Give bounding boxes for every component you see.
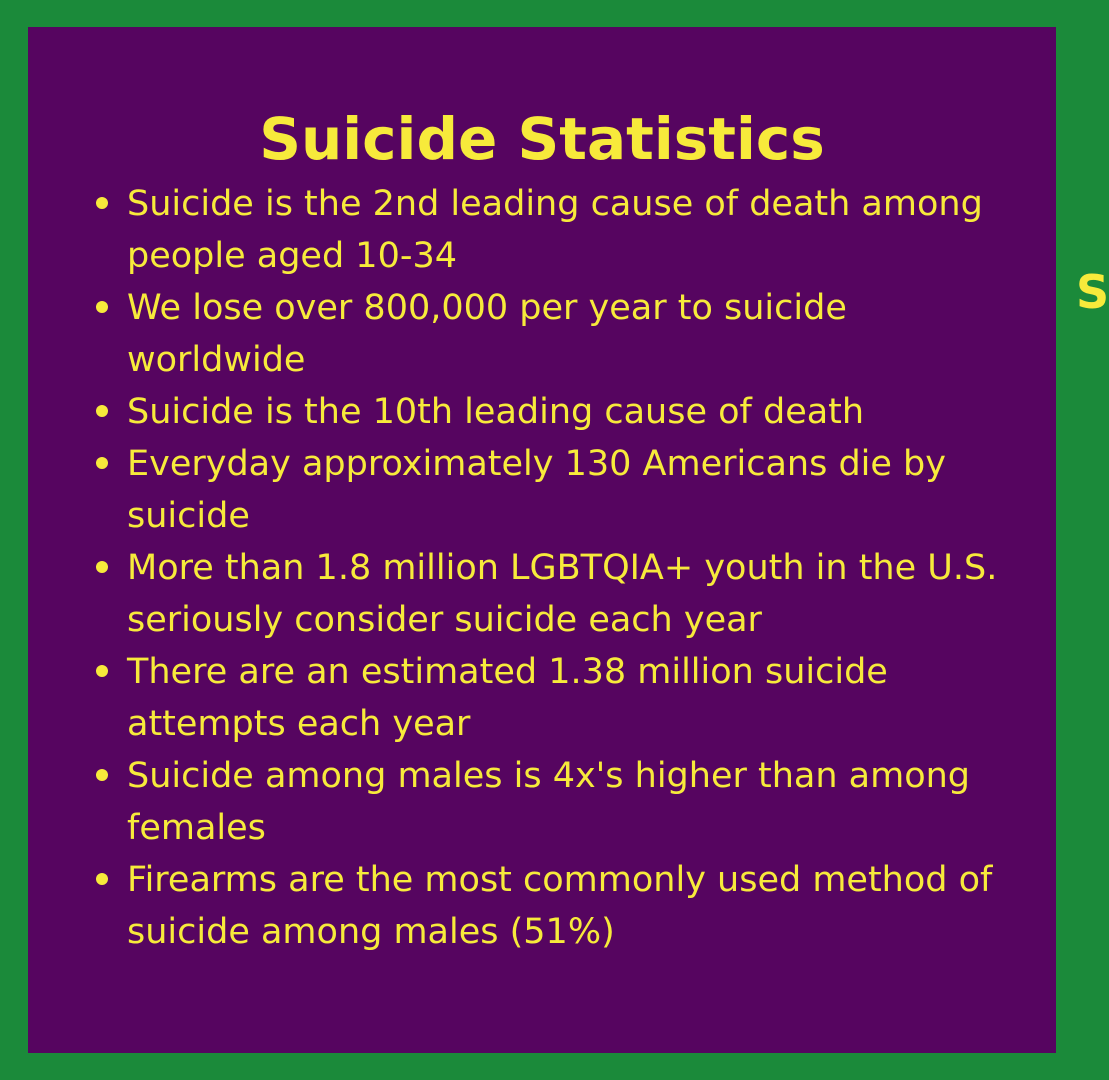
list-item — [28, 178, 1027, 282]
bullet-icon — [96, 873, 108, 885]
bullet-icon — [96, 769, 108, 781]
bullet-icon — [96, 405, 108, 417]
list-item-text: Suicide is the 10th leading cause of death — [127, 392, 865, 432]
list-item-text: We lose over 800,000 per year to suicide worldwide — [127, 288, 847, 380]
bullet-icon — [96, 197, 108, 209]
cropped-letter-fragment: S — [1076, 265, 1109, 319]
bullet-icon — [96, 301, 108, 313]
list-item — [28, 750, 1027, 854]
bullet-icon — [96, 457, 108, 469]
list-item — [28, 386, 1027, 438]
list-item — [28, 854, 1027, 958]
list-item-text: Suicide among males is 4x's higher than among females — [127, 756, 971, 848]
list-item-text: Everyday approximately 130 Americans die by suicide — [127, 444, 946, 536]
bullet-icon — [96, 665, 108, 677]
stats-panel — [28, 27, 1056, 1053]
list-item — [28, 282, 1027, 386]
stats-list — [28, 178, 1027, 958]
list-item-text: More than 1.8 million LGBTQIA+ youth in the U.S. seriously consider suicide each year — [127, 548, 998, 640]
list-item-text: Firearms are the most commonly used method of suicide among males (51%) — [127, 860, 993, 952]
bullet-icon — [96, 561, 108, 573]
list-item — [28, 438, 1027, 542]
list-item-text: There are an estimated 1.38 million suicide attempts each year — [127, 652, 888, 744]
list-item-text: Suicide is the 2nd leading cause of death among people aged 10-34 — [127, 184, 983, 276]
page-title: Suicide Statistics — [259, 105, 825, 173]
list-item — [28, 542, 1027, 646]
list-item — [28, 646, 1027, 750]
